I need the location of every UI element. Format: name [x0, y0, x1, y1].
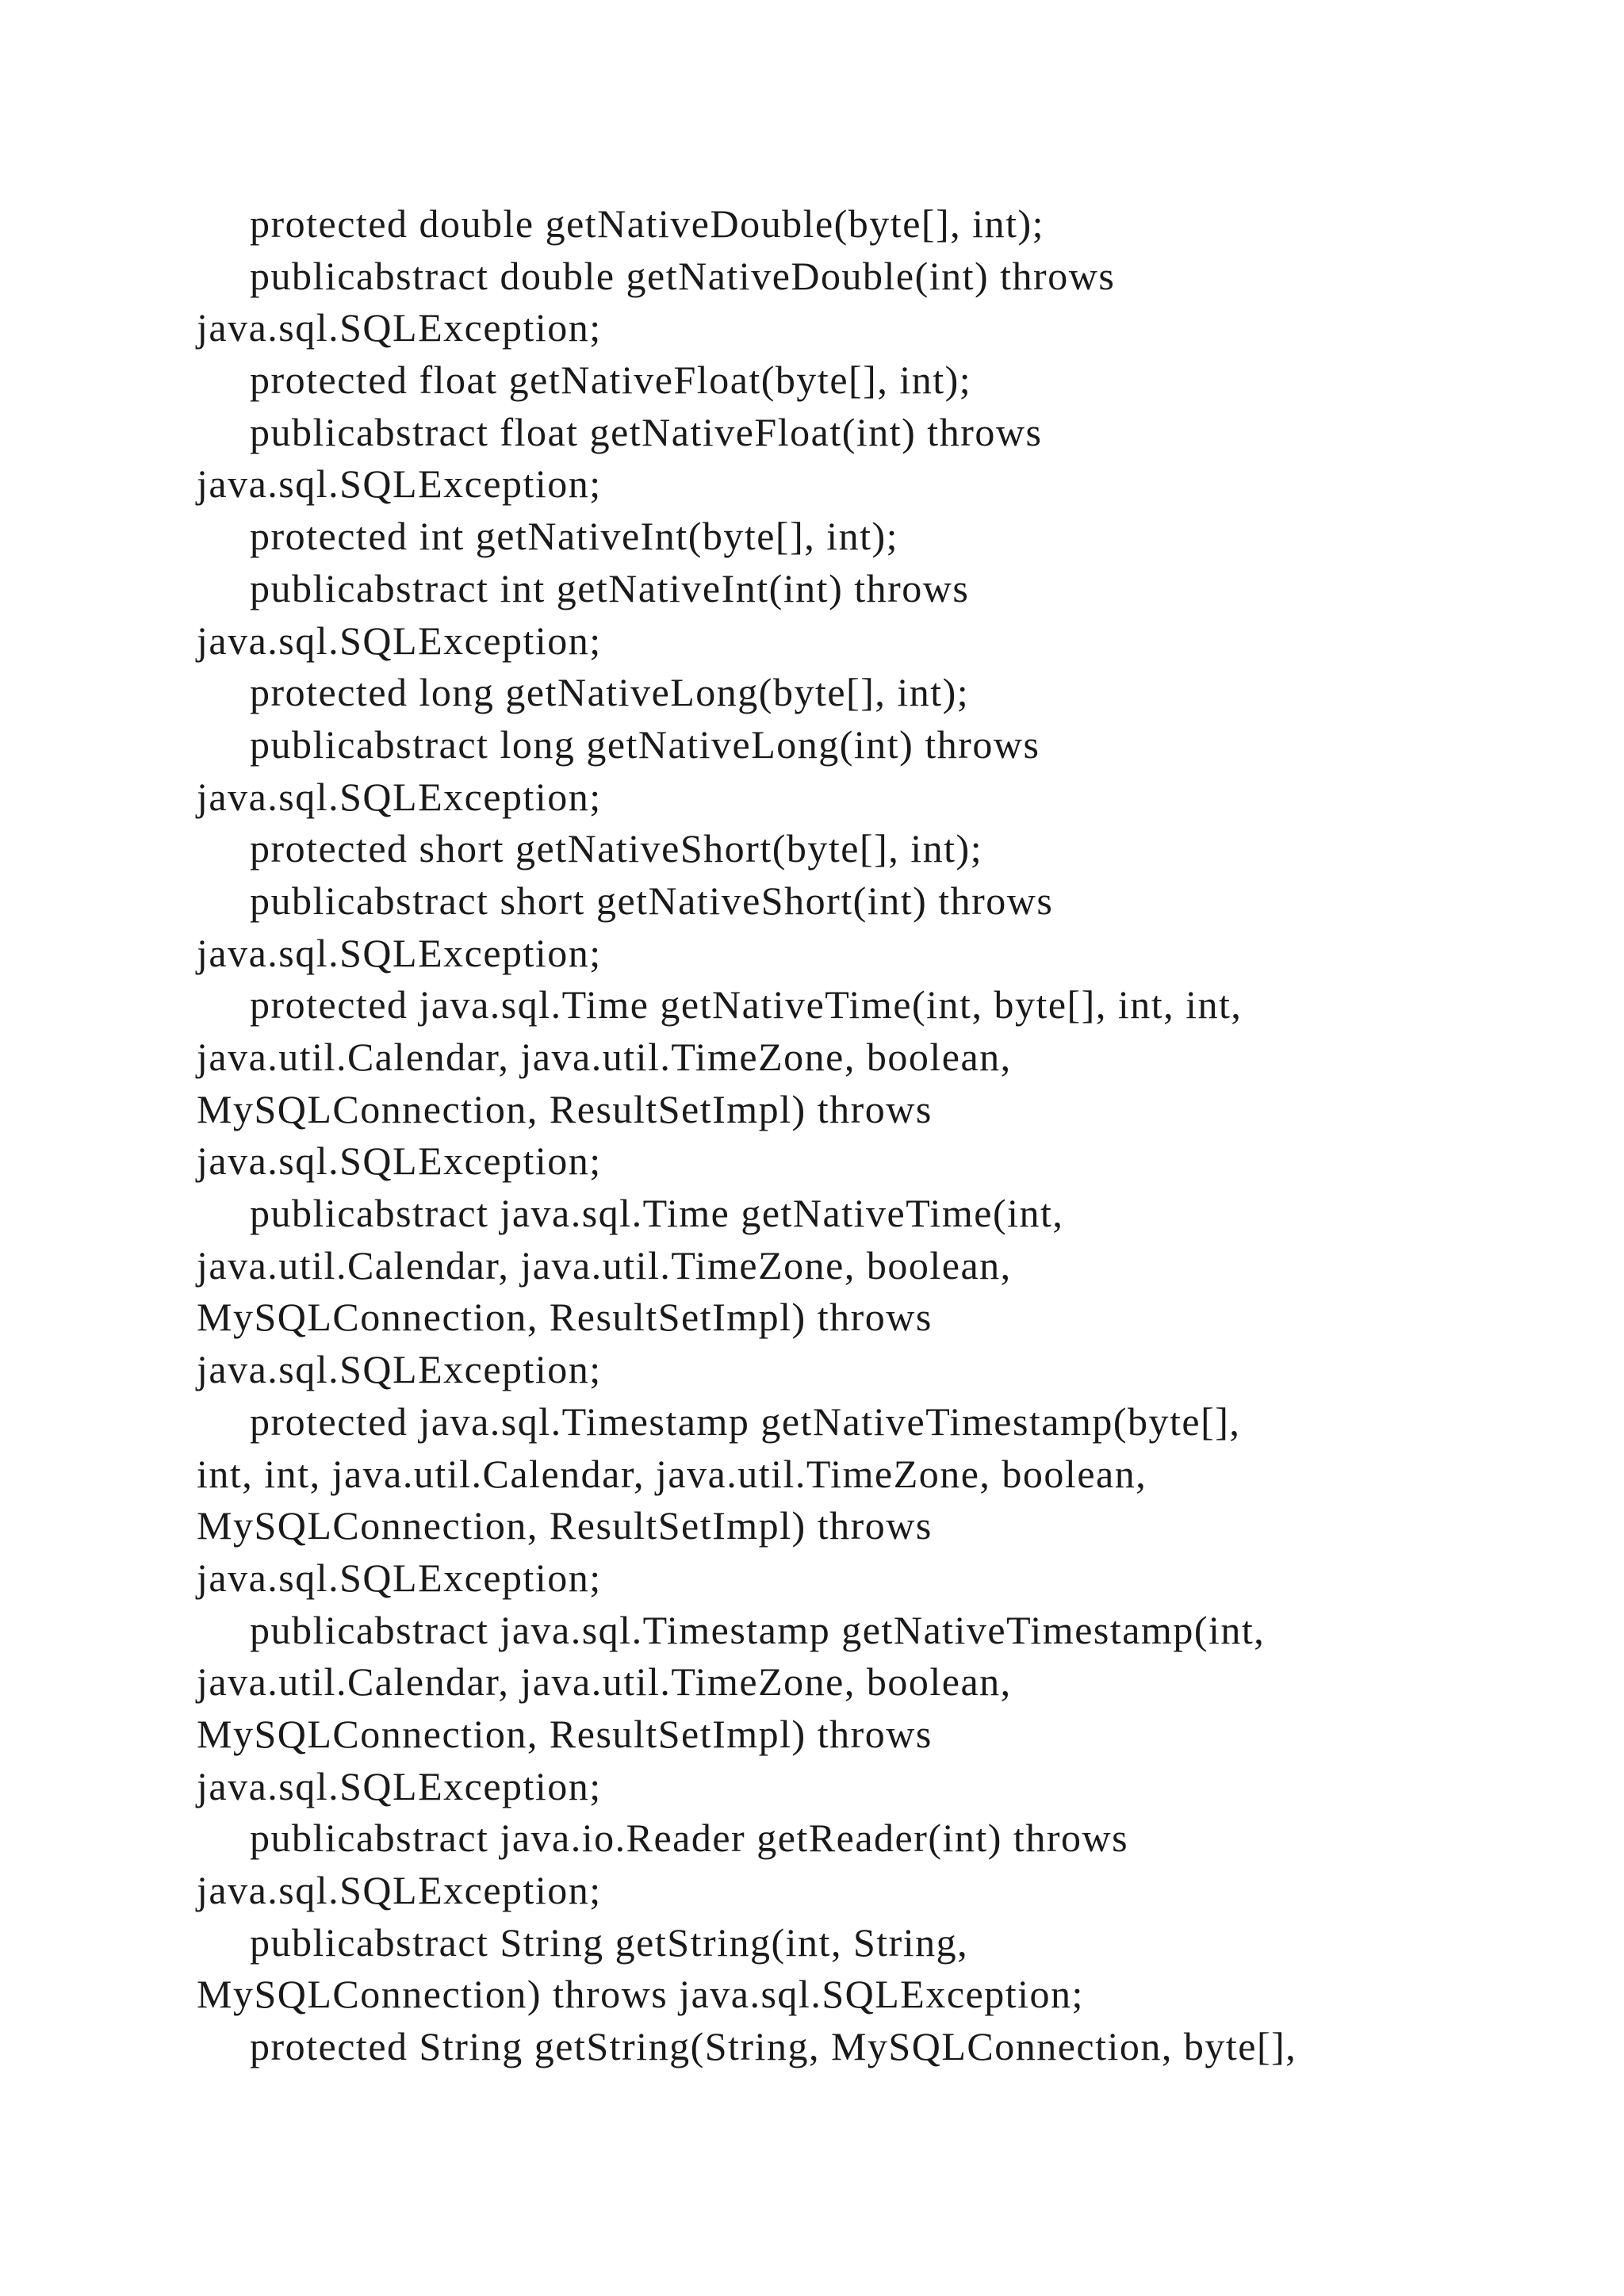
text-line: protected short getNativeShort(byte[], int);	[250, 826, 983, 871]
text-line: publicabstract int getNativeInt(int) throws	[250, 565, 970, 610]
text-line: java.sql.SQLException;	[197, 305, 602, 350]
text-line: java.sql.SQLException;	[197, 461, 602, 507]
text-line: publicabstract String getString(int, String,	[250, 1919, 969, 1965]
text-line: protected float getNativeFloat(byte[], int);	[250, 358, 972, 403]
text-line: protected String getString(String, MySQLConnection, byte[],	[250, 2024, 1297, 2069]
text-line: MySQLConnection, ResultSetImpl) throws	[197, 1086, 933, 1131]
text-line: int, int, java.util.Calendar, java.util.TimeZone, boolean,	[197, 1451, 1147, 1496]
text-line: MySQLConnection, ResultSetImpl) throws	[197, 1711, 933, 1756]
text-line: java.util.Calendar, java.util.TimeZone, boolean,	[197, 1659, 1012, 1705]
text-line: java.sql.SQLException;	[197, 1555, 602, 1600]
text-line: MySQLConnection, ResultSetImpl) throws	[197, 1295, 933, 1340]
text-line: java.util.Calendar, java.util.TimeZone, boolean,	[197, 1242, 1012, 1288]
text-line: java.sql.SQLException;	[197, 1763, 602, 1808]
text-line: protected double getNativeDouble(byte[], int);	[250, 201, 1045, 246]
text-line: protected java.sql.Time getNativeTime(int, byte[], int, int,	[250, 982, 1243, 1027]
text-line: MySQLConnection) throws java.sql.SQLException;	[197, 1972, 1084, 2017]
text-line: java.sql.SQLException;	[197, 1347, 602, 1392]
text-line: java.util.Calendar, java.util.TimeZone, boolean,	[197, 1035, 1012, 1079]
text-line: java.sql.SQLException;	[197, 1868, 602, 1912]
text-line: publicabstract short getNativeShort(int) throws	[250, 878, 1054, 923]
text-line: java.sql.SQLException;	[197, 930, 602, 975]
text-line: publicabstract float getNativeFloat(int) throws	[250, 409, 1043, 454]
text-line: java.sql.SQLException;	[197, 1138, 602, 1184]
text-line: publicabstract java.sql.Time getNativeTime(int,	[250, 1191, 1064, 1236]
text-line: protected long getNativeLong(byte[], int);	[250, 670, 970, 715]
text-line: publicabstract java.io.Reader getReader(int) throws	[250, 1816, 1129, 1861]
text-line: java.sql.SQLException;	[197, 618, 602, 663]
text-line: protected int getNativeInt(byte[], int);	[250, 514, 899, 559]
text-line: java.sql.SQLException;	[197, 774, 602, 819]
document-text-body	[197, 198, 1434, 2073]
text-line: protected java.sql.Timestamp getNativeTimestamp(byte[],	[250, 1399, 1241, 1444]
text-line: publicabstract long getNativeLong(int) throws	[250, 721, 1040, 767]
text-line: MySQLConnection, ResultSetImpl) throws	[197, 1503, 933, 1548]
text-line: publicabstract java.sql.Timestamp getNativeTimestamp(int,	[250, 1607, 1266, 1652]
text-line: publicabstract double getNativeDouble(int) throws	[250, 253, 1116, 298]
